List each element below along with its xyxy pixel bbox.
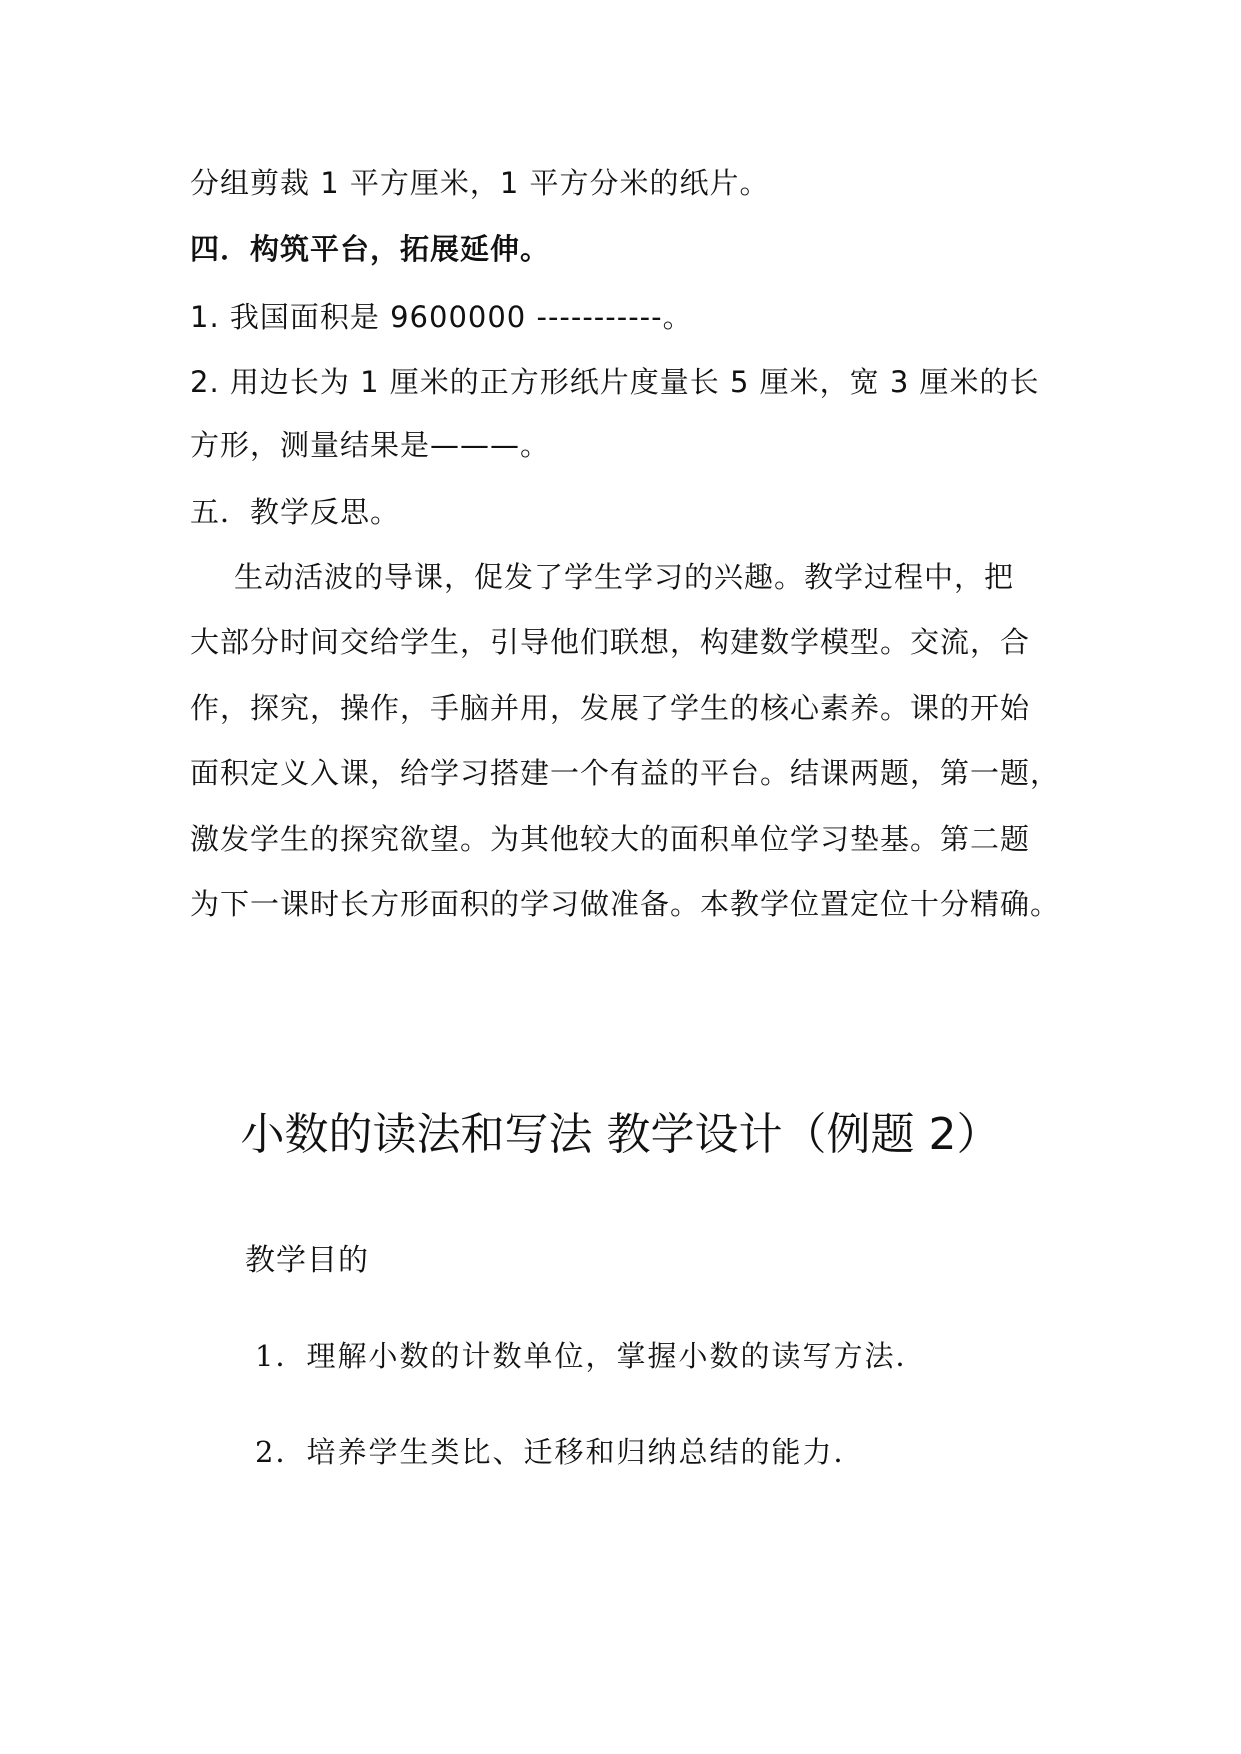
- paper-cutting-line: 分组剪裁 1 平方厘米，1 平方分米的纸片。: [190, 166, 770, 200]
- reflection-line: 生动活波的导课，促发了学生学习的兴趣。教学过程中，把: [234, 560, 1015, 594]
- section-4-heading: 四．构筑平台，拓展延伸。: [190, 232, 551, 266]
- reflection-line: 作，探究，操作，手脑并用，发展了学生的核心素养。课的开始: [190, 691, 1031, 725]
- objective-item: 1．理解小数的计数单位，掌握小数的读写方法．: [255, 1339, 927, 1373]
- reflection-line: 大部分时间交给学生，引导他们联想，构建数学模型。交流，合: [190, 625, 1031, 659]
- question-2-line-a: 2. 用边长为 1 厘米的正方形纸片度量长 5 厘米，宽 3 厘米的长: [190, 365, 1040, 399]
- reflection-line: 面积定义入课，给学习搭建一个有益的平台。结课两题，第一题，: [190, 756, 1061, 790]
- reflection-line: 为下一课时长方形面积的学习做准备。本教学位置定位十分精确。: [190, 887, 1061, 921]
- objective-heading: 教学目的: [245, 1243, 369, 1278]
- reflection-line: 激发学生的探究欲望。为其他较大的面积单位学习垫基。第二题: [190, 822, 1031, 856]
- question-1: 1. 我国面积是 9600000 -----------。: [190, 300, 693, 334]
- lesson-title: 小数的读法和写法 教学设计（例题 2）: [240, 1109, 1001, 1160]
- section-5-heading: 五．教学反思。: [190, 495, 401, 529]
- objective-item: 2．培养学生类比、迁移和归纳总结的能力．: [255, 1435, 865, 1469]
- question-2-line-b: 方形，测量结果是———。: [190, 428, 551, 462]
